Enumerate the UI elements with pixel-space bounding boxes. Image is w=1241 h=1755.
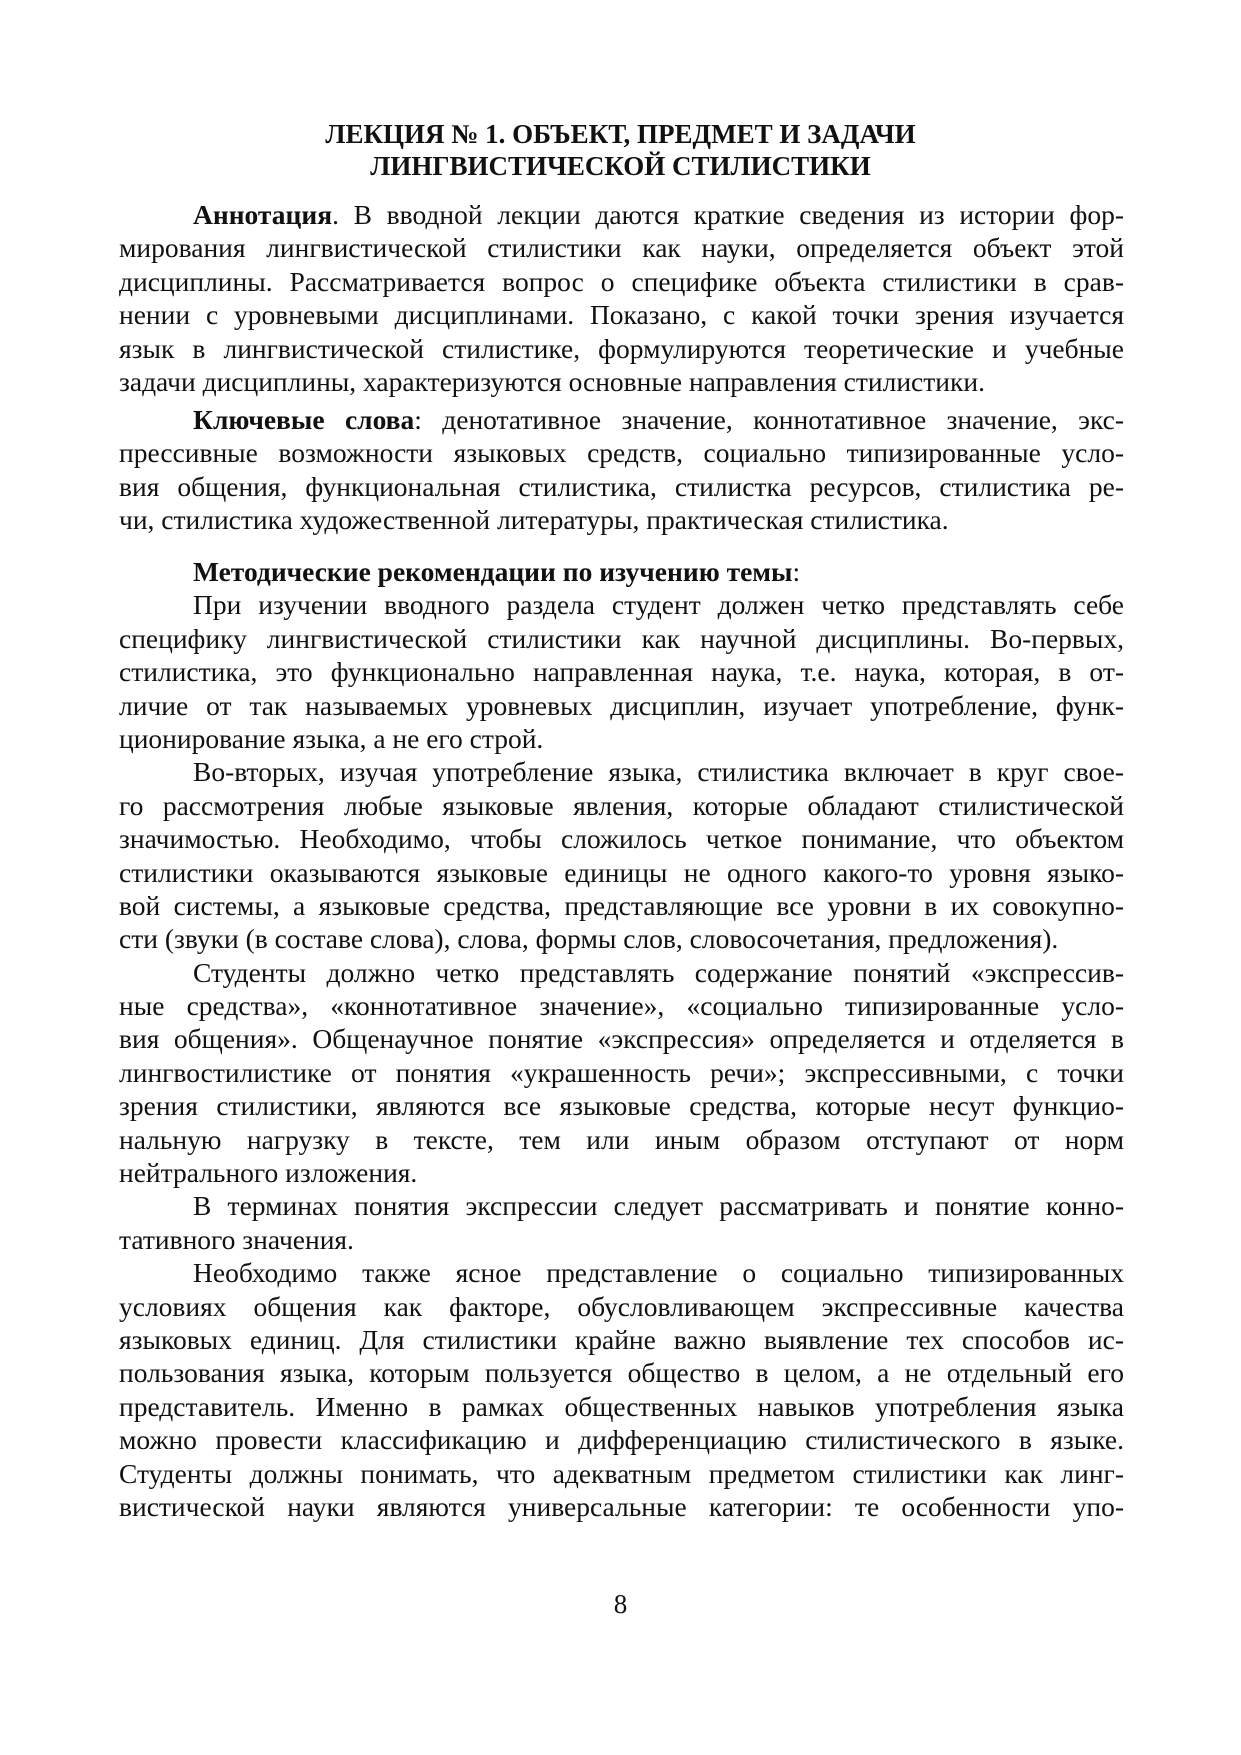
annotation-line: мирования лингвистической стилистики как науки, определяется объект этой xyxy=(119,232,1124,264)
body-line: сти (звуки (в составе слова), слова, формы слов, словосочетания, предложения). xyxy=(119,923,1059,955)
keywords-line: чи, стилистика художественной литературы, практическая стилистика. xyxy=(119,504,949,536)
methodical-section xyxy=(119,555,1124,1523)
body-line: вия общения». Общенаучное понятие «экспрессия» определяется и отделяется в xyxy=(119,1023,1124,1055)
title-line-2: ЛИНГВИСТИЧЕСКОЙ СТИЛИСТИКИ xyxy=(370,151,871,181)
body-line: Студенты должно четко представлять содержание понятий «экспрессив- xyxy=(193,956,1124,988)
body-line: нейтрального изложения. xyxy=(119,1157,418,1189)
body-line: При изучении вводного раздела студент должен четко представлять себе xyxy=(193,589,1124,621)
keywords-line: вия общения, функциональная стилистика, стилистка ресурсов, стилистика ре- xyxy=(119,470,1124,502)
body-line: Во-вторых, изучая употребление языка, стилистика включает в круг свое- xyxy=(193,756,1124,788)
annotation-line: задачи дисциплины, характеризуются основные направления стилистики. xyxy=(119,365,985,397)
body-line: лингвостилистике от понятия «украшенность речи»; экспрессивными, с точки xyxy=(119,1056,1124,1088)
body-line: ные средства», «коннотативное значение», «социально типизированные усло- xyxy=(119,990,1124,1022)
body-line: тативного значения. xyxy=(119,1223,354,1255)
body-line: вой системы, а языковые средства, представляющие все уровни в их совокупно- xyxy=(119,889,1124,921)
body-line: ционирование языка, а не его строй. xyxy=(119,722,544,754)
body-line: представитель. Именно в рамках общественных навыков употребления языка xyxy=(119,1390,1124,1422)
body-line: языковых единиц. Для стилистики крайне важно выявление тех способов ис- xyxy=(119,1323,1124,1355)
methodical-heading: Методические рекомендации по изучению темы: xyxy=(193,556,801,587)
keywords-paragraph xyxy=(119,403,1124,537)
keywords-line: Ключевые слова: денотативное значение, коннотативное значение, экс- xyxy=(193,404,1124,435)
annotation-line: дисциплины. Рассматривается вопрос о специфике объекта стилистики в срав- xyxy=(119,265,1124,297)
body-line: условиях общения как факторе, обусловливающем экспрессивные качества xyxy=(119,1290,1124,1322)
body-line: можно провести классификацию и дифференциацию стилистического в языке. xyxy=(119,1424,1124,1456)
body-line: Необходимо также ясное представление о социально типизированных xyxy=(193,1257,1124,1289)
keywords-line: прессивные возможности языковых средств, социально типизированные усло- xyxy=(119,437,1124,469)
body-line: В терминах понятия экспрессии следует рассматривать и понятие конно- xyxy=(193,1190,1124,1222)
methodical-label: Методические рекомендации по изучению темы xyxy=(193,556,793,587)
body-line: стилистики оказываются языковые единицы не одного какого-то уровня языко- xyxy=(119,856,1124,888)
body-line: вистической науки являются универсальные категории: те особенности упо- xyxy=(119,1490,1124,1522)
body-line: личие от так называемых уровневых дисциплин, изучает употребление, функ- xyxy=(119,689,1124,721)
annotation-line: язык в лингвистической стилистике, формулируются теоретические и учебные xyxy=(119,332,1124,364)
body-line: стилистика, это функционально направленная наука, т.е. наука, которая, в от- xyxy=(119,656,1124,688)
body-line: Студенты должны понимать, что адекватным предметом стилистики как линг- xyxy=(119,1457,1124,1489)
keywords-label: Ключевые слова xyxy=(193,404,415,435)
annotation-label: Аннотация xyxy=(193,199,333,230)
body-line: специфику лингвистической стилистики как научной дисциплины. Во-первых, xyxy=(119,622,1124,654)
lecture-title xyxy=(0,118,1241,182)
body-line: зрения стилистики, являются все языковые средства, которые несут функцио- xyxy=(119,1090,1124,1122)
body-line: го рассмотрения любые языковые явления, которые обладают стилистической xyxy=(119,789,1124,821)
body-line: значимостью. Необходимо, чтобы сложилось четкое понимание, что объектом xyxy=(119,823,1124,855)
annotation-line: Аннотация. В вводной лекции даются краткие сведения из истории фор- xyxy=(193,199,1124,230)
page-number: 8 xyxy=(613,1589,628,1619)
annotation-paragraph xyxy=(119,198,1124,398)
title-line-1: ЛЕКЦИЯ № 1. ОБЪЕКТ, ПРЕДМЕТ И ЗАДАЧИ xyxy=(325,119,916,149)
body-line: нальную нагрузку в тексте, тем или иным образом отступают от норм xyxy=(119,1123,1124,1155)
body-line: пользования языка, которым пользуется общество в целом, а не отдельный его xyxy=(119,1357,1124,1389)
annotation-line: нении с уровневыми дисциплинами. Показано, с какой точки зрения изучается xyxy=(119,299,1124,331)
